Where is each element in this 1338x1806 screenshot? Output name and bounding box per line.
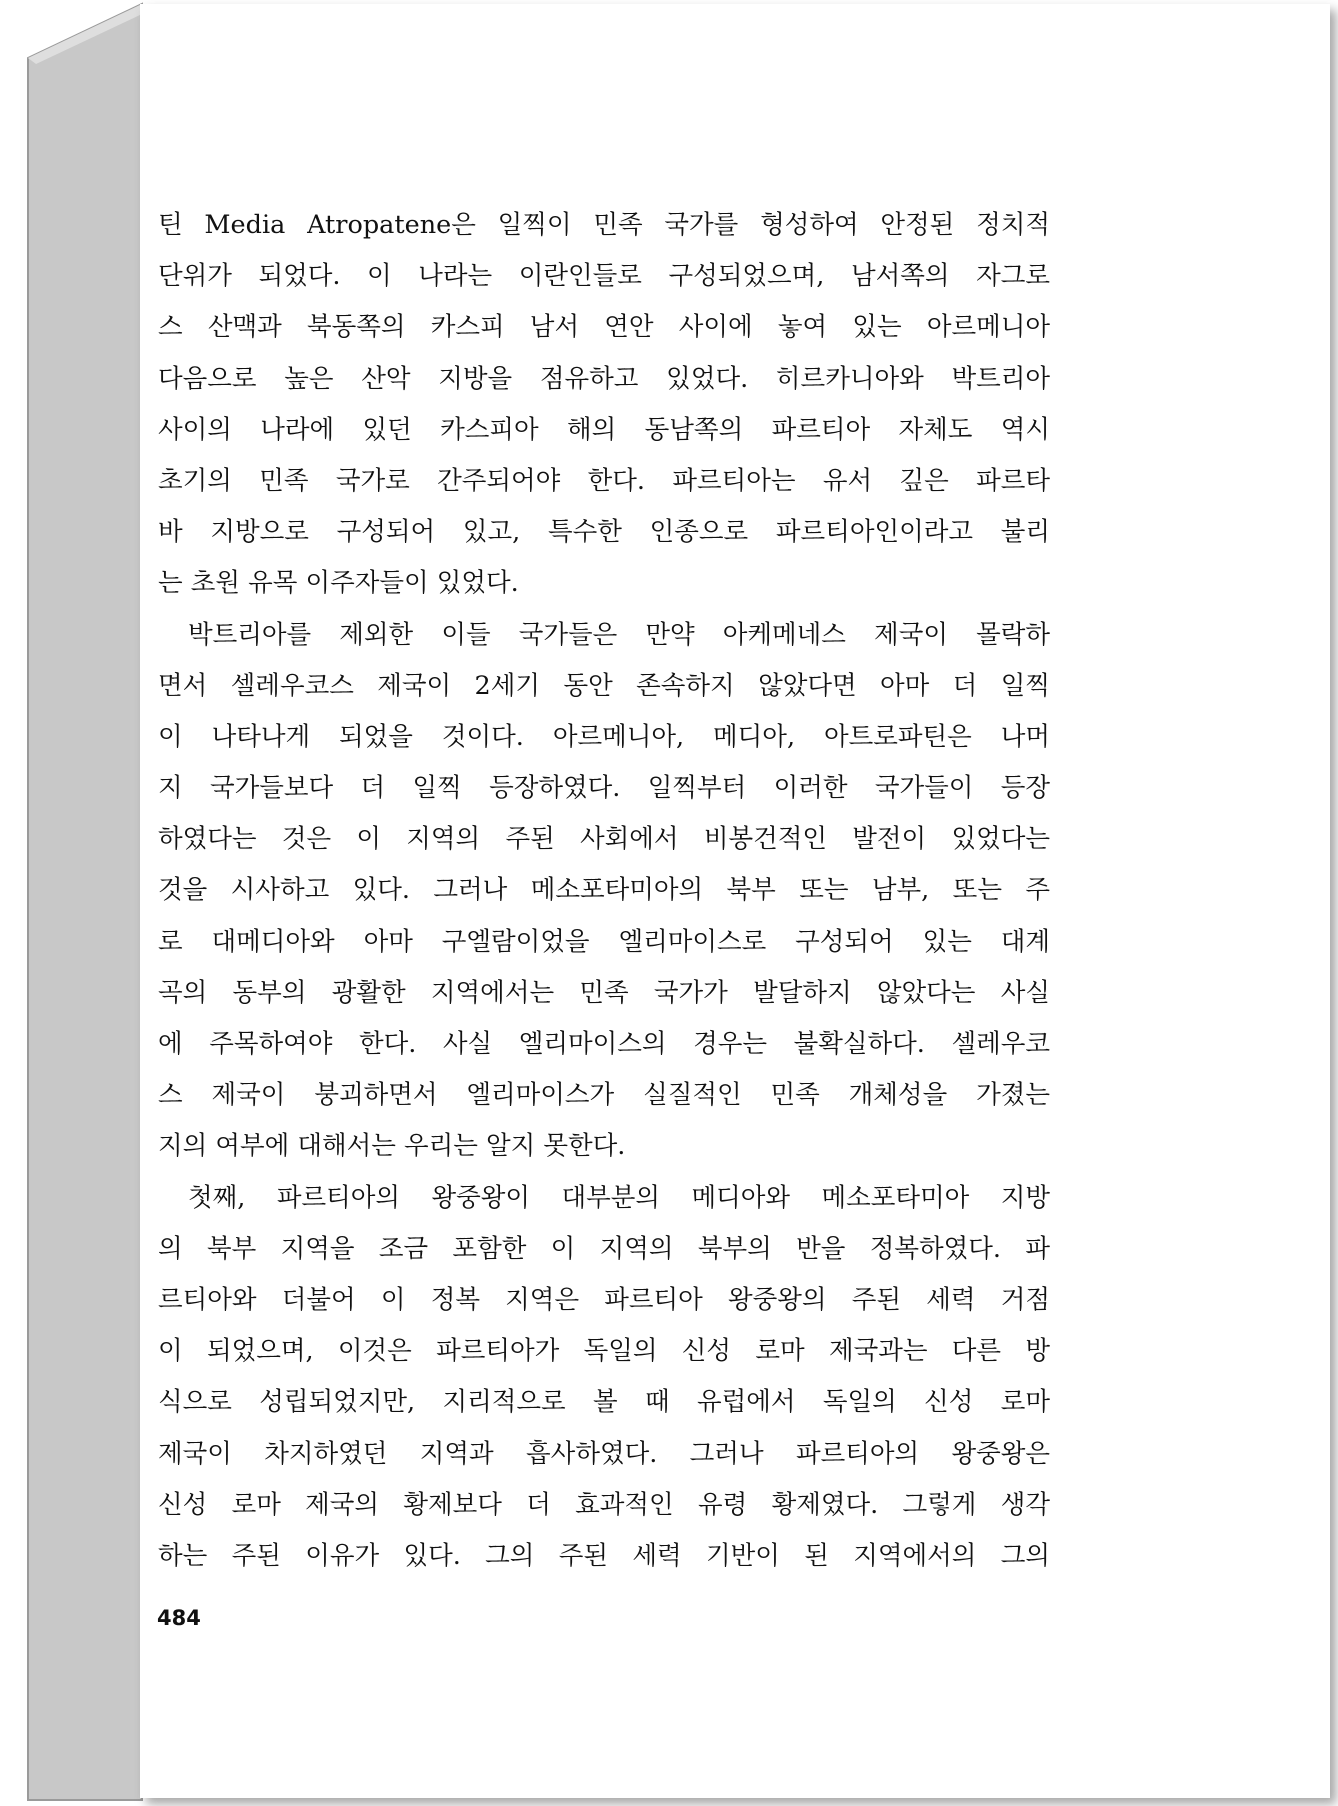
text-line: 초기의 민족 국가로 간주되어야 한다. 파르티아는 유서 깊은 파르타 xyxy=(158,465,1050,496)
paragraph-3 xyxy=(158,1173,1050,1583)
text-line: 스 산맥과 북동쪽의 카스피 남서 연안 사이에 놓여 있는 아르메니아 xyxy=(158,312,1050,343)
text-line: 면서 셀레우코스 제국이 2세기 동안 존속하지 않았다면 아마 더 일찍 xyxy=(158,670,1050,701)
text-line: 단위가 되었다. 이 나라는 이란인들로 구성되었으며, 남서쪽의 자그로 xyxy=(158,261,1050,292)
text-line: 신성 로마 제국의 황제보다 더 효과적인 유령 황제였다. 그렇게 생각 xyxy=(158,1489,1050,1520)
text-line: 박트리아를 제외한 이들 국가들은 만약 아케메네스 제국이 몰락하 xyxy=(188,619,1050,650)
text-line: 식으로 성립되었지만, 지리적으로 볼 때 유럽에서 독일의 신성 로마 xyxy=(158,1387,1050,1418)
text-line: 에 주목하여야 한다. 사실 엘리마이스의 경우는 불확실하다. 셀레우코 xyxy=(158,1029,1050,1059)
text-line: 바 지방으로 구성되어 있고, 특수한 인종으로 파르티아인이라고 불리 xyxy=(158,517,1050,548)
text-line: 다음으로 높은 산악 지방을 점유하고 있었다. 히르카니아와 박트리아 xyxy=(158,363,1050,394)
text-line: 첫째, 파르티아의 왕중왕이 대부분의 메디아와 메소포타미아 지방 xyxy=(188,1182,1050,1213)
paragraph-2 xyxy=(158,610,1050,1173)
text-line: 하는 주된 이유가 있다. 그의 주된 세력 기반이 된 지역에서의 그의 xyxy=(158,1540,1050,1571)
text-line: 로 대메디아와 아마 구엘람이었을 엘리마이스로 구성되어 있는 대계 xyxy=(158,926,1050,957)
text-line: 지 국가들보다 더 일찍 등장하였다. 일찍부터 이러한 국가들이 등장 xyxy=(158,773,1050,804)
page-number: 484 xyxy=(157,1606,201,1630)
text-line: 는 초원 유목 이주자들이 있었다. xyxy=(158,568,519,599)
text-line: 의 북부 지역을 조금 포함한 이 지역의 북부의 반을 정복하였다. 파 xyxy=(158,1233,1050,1264)
text-line: 것을 시사하고 있다. 그러나 메소포타미아의 북부 또는 남부, 또는 주 xyxy=(158,875,1050,906)
text-line: 지의 여부에 대해서는 우리는 알지 못한다. xyxy=(158,1131,626,1162)
paragraph-1 xyxy=(158,200,1050,610)
text-line: 하였다는 것은 이 지역의 주된 사회에서 비봉건적인 발전이 있었다는 xyxy=(158,824,1050,855)
text-line: 제국이 차지하였던 지역과 흡사하였다. 그러나 파르티아의 왕중왕은 xyxy=(158,1438,1050,1469)
text-line: 르티아와 더불어 이 정복 지역은 파르티아 왕중왕의 주된 세력 거점 xyxy=(158,1284,1050,1315)
text-line: 이 되었으며, 이것은 파르티아가 독일의 신성 로마 제국과는 다른 방 xyxy=(158,1336,1050,1367)
body-text xyxy=(158,200,1050,1582)
text-line: 사이의 나라에 있던 카스피아 해의 동남쪽의 파르티아 자체도 역시 xyxy=(158,414,1050,445)
text-line: 이 나타나게 되었을 것이다. 아르메니아, 메디아, 아트로파틴은 나머 xyxy=(158,721,1050,752)
text-line: 틴 Media Atropatene은 일찍이 민족 국가를 형성하여 안정된 정치적 xyxy=(158,210,1050,240)
text-line: 곡의 동부의 광활한 지역에서는 민족 국가가 발달하지 않았다는 사실 xyxy=(158,977,1050,1008)
text-line: 스 제국이 붕괴하면서 엘리마이스가 실질적인 민족 개체성을 가졌는 xyxy=(158,1080,1050,1111)
